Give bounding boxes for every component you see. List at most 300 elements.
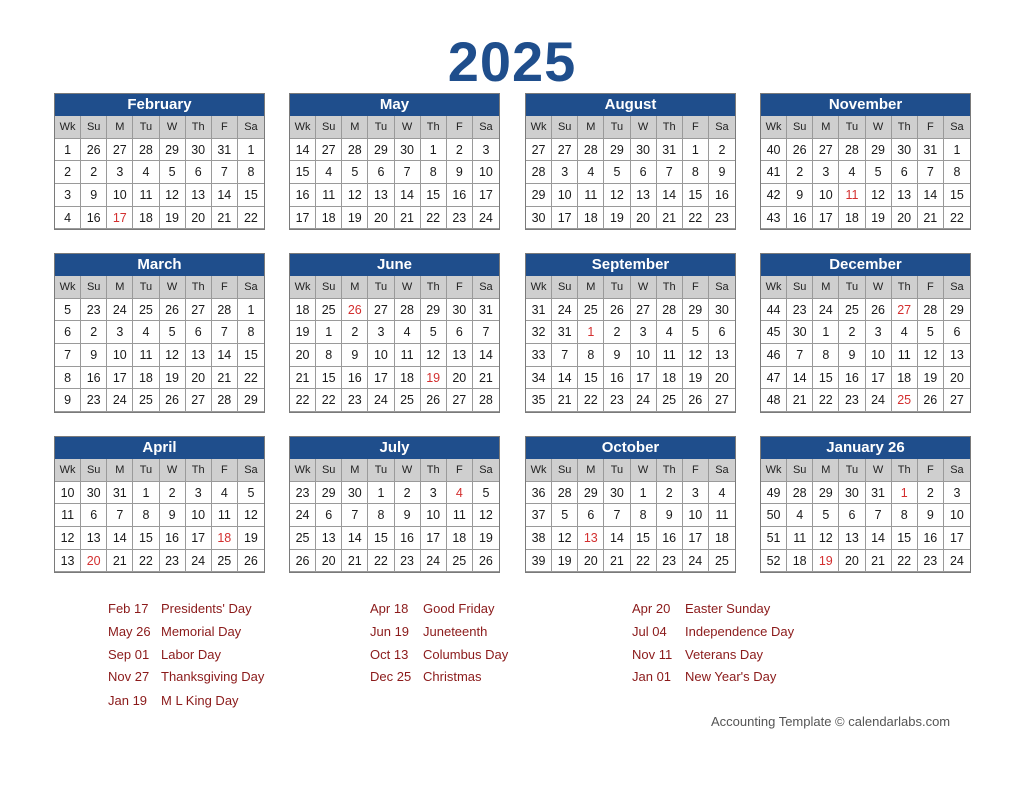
day-cell: 14 [212,184,238,207]
day-cell: 9 [447,161,473,184]
day-cell: 18 [212,527,238,550]
day-cell: 14 [918,184,944,207]
day-cell: 30 [81,482,107,505]
day-header: Sa [709,459,735,482]
day-cell: 13 [81,527,107,550]
day-cell: 20 [709,367,735,390]
day-cell: 19 [866,207,892,230]
day-cell: 5 [552,504,578,527]
day-cell: 29 [944,299,970,322]
month-name: January 26 [761,437,970,459]
day-cell: 13 [368,184,394,207]
day-header: Su [552,116,578,139]
holiday-date: Sep 01 [108,647,150,662]
day-header: M [578,459,604,482]
day-cell: 15 [133,527,159,550]
holiday-entry [370,668,482,686]
day-cell: 3 [944,482,970,505]
holiday-date: Feb 17 [108,601,149,616]
week-number: 4 [55,207,81,230]
day-cell: 24 [473,207,499,230]
day-cell: 17 [813,207,839,230]
month-november [760,93,971,230]
holiday-date: Oct 13 [370,647,409,662]
day-cell: 19 [473,527,499,550]
day-header: Tu [133,459,159,482]
week-number: 41 [761,161,787,184]
month-january-26 [760,436,971,573]
day-cell: 3 [107,161,133,184]
day-cell: 14 [604,527,630,550]
day-cell: 22 [421,207,447,230]
day-cell: 20 [839,550,865,573]
holiday-entry [632,623,794,641]
day-cell: 16 [160,527,186,550]
day-cell: 6 [709,321,735,344]
week-number: 31 [526,299,552,322]
day-cell: 2 [81,321,107,344]
day-cell: 10 [186,504,212,527]
day-cell: 29 [813,482,839,505]
day-cell: 18 [657,367,683,390]
day-cell: 7 [473,321,499,344]
holiday-date: May 26 [108,624,151,639]
week-number: 43 [761,207,787,230]
day-header: Wk [55,276,81,299]
day-cell: 26 [683,389,709,412]
day-cell: 18 [709,527,735,550]
day-cell: 15 [421,184,447,207]
day-cell: 26 [787,139,813,162]
day-cell: 29 [578,482,604,505]
day-cell: 11 [709,504,735,527]
day-header: F [447,276,473,299]
day-cell: 30 [604,482,630,505]
day-cell: 30 [709,299,735,322]
day-cell: 2 [447,139,473,162]
day-header: Tu [368,459,394,482]
day-cell: 27 [709,389,735,412]
day-header: Wk [526,276,552,299]
day-header: W [395,116,421,139]
day-header: Sa [473,116,499,139]
day-cell: 29 [421,299,447,322]
day-cell: 17 [107,367,133,390]
day-cell: 10 [107,344,133,367]
day-cell: 5 [421,321,447,344]
day-header: Th [186,116,212,139]
day-header: F [918,276,944,299]
day-cell: 14 [107,527,133,550]
day-header: F [918,459,944,482]
day-cell: 16 [447,184,473,207]
day-cell: 5 [160,161,186,184]
day-cell: 22 [813,389,839,412]
day-header: Th [657,459,683,482]
day-header: Sa [473,459,499,482]
day-cell: 13 [186,184,212,207]
week-number: 13 [55,550,81,573]
holiday-date: Nov 11 [632,647,673,662]
day-cell: 27 [316,139,342,162]
day-cell: 2 [342,321,368,344]
day-header: Tu [368,276,394,299]
day-cell: 21 [552,389,578,412]
day-cell: 25 [709,550,735,573]
day-cell: 23 [342,389,368,412]
day-cell: 6 [447,321,473,344]
day-cell: 5 [604,161,630,184]
day-cell: 30 [892,139,918,162]
day-cell: 14 [342,527,368,550]
day-cell: 21 [212,207,238,230]
day-cell: 3 [683,482,709,505]
holiday-entry [108,668,264,686]
day-header: Th [421,459,447,482]
day-cell: 27 [813,139,839,162]
day-header: F [447,459,473,482]
day-header: F [683,459,709,482]
day-cell: 13 [839,527,865,550]
holiday-name: Presidents' Day [161,601,252,616]
week-number: 26 [290,550,316,573]
day-cell: 12 [813,527,839,550]
day-cell: 17 [473,184,499,207]
day-cell: 4 [787,504,813,527]
day-cell: 1 [133,482,159,505]
week-number: 18 [290,299,316,322]
day-header: F [212,459,238,482]
day-cell: 28 [918,299,944,322]
day-cell: 1 [683,139,709,162]
day-cell: 16 [657,527,683,550]
day-header: Sa [944,276,970,299]
day-cell: 21 [657,207,683,230]
month-september [525,253,736,413]
holiday-date: Dec 25 [370,669,412,684]
day-cell: 8 [238,321,264,344]
week-number: 22 [290,389,316,412]
day-cell: 15 [238,184,264,207]
day-cell: 9 [81,344,107,367]
day-cell: 20 [81,550,107,573]
day-header: Sa [473,276,499,299]
day-cell: 21 [787,389,813,412]
day-cell: 8 [683,161,709,184]
day-cell: 17 [552,207,578,230]
month-days-grid [290,116,499,229]
holiday-date: Nov 27 [108,669,150,684]
day-cell: 17 [107,207,133,230]
day-cell: 5 [342,161,368,184]
day-header: M [813,459,839,482]
day-header: Sa [944,116,970,139]
day-cell: 28 [578,139,604,162]
day-cell: 19 [813,550,839,573]
day-cell: 27 [368,299,394,322]
day-cell: 6 [631,161,657,184]
day-cell: 21 [866,550,892,573]
holiday-entry [108,646,221,664]
day-cell: 6 [186,321,212,344]
month-days-grid [55,116,264,229]
day-cell: 8 [813,344,839,367]
day-cell: 27 [631,299,657,322]
day-cell: 30 [631,139,657,162]
day-header: Th [892,116,918,139]
day-header: W [395,276,421,299]
day-cell: 26 [160,299,186,322]
day-cell: 3 [107,321,133,344]
day-cell: 18 [787,550,813,573]
day-cell: 6 [81,504,107,527]
day-cell: 24 [866,389,892,412]
day-cell: 16 [709,184,735,207]
day-cell: 8 [316,344,342,367]
day-cell: 13 [447,344,473,367]
day-cell: 15 [238,344,264,367]
day-cell: 31 [552,321,578,344]
week-number: 49 [761,482,787,505]
day-header: Tu [604,116,630,139]
day-cell: 18 [447,527,473,550]
day-cell: 10 [944,504,970,527]
day-cell: 26 [238,550,264,573]
day-cell: 7 [342,504,368,527]
day-cell: 29 [683,299,709,322]
day-cell: 1 [238,139,264,162]
week-number: 45 [761,321,787,344]
day-cell: 21 [212,367,238,390]
month-october [525,436,736,573]
day-cell: 3 [473,139,499,162]
day-header: W [866,116,892,139]
day-cell: 4 [133,161,159,184]
day-cell: 15 [578,367,604,390]
month-may [289,93,500,230]
day-cell: 30 [342,482,368,505]
day-header: Sa [709,116,735,139]
day-cell: 7 [604,504,630,527]
day-cell: 12 [473,504,499,527]
day-cell: 12 [918,344,944,367]
day-cell: 24 [683,550,709,573]
day-cell: 7 [787,344,813,367]
day-header: Tu [133,116,159,139]
week-number: 21 [290,367,316,390]
day-cell: 26 [421,389,447,412]
week-number: 11 [55,504,81,527]
day-cell: 25 [212,550,238,573]
day-cell: 13 [892,184,918,207]
day-cell: 9 [395,504,421,527]
day-header: Th [892,459,918,482]
week-number: 40 [761,139,787,162]
day-cell: 12 [342,184,368,207]
month-days-grid [526,116,735,229]
day-cell: 14 [473,344,499,367]
day-cell: 5 [160,321,186,344]
week-number: 34 [526,367,552,390]
day-cell: 31 [212,139,238,162]
day-cell: 19 [342,207,368,230]
day-cell: 11 [395,344,421,367]
day-cell: 19 [238,527,264,550]
day-cell: 9 [918,504,944,527]
day-cell: 13 [709,344,735,367]
day-cell: 14 [866,527,892,550]
week-number: 20 [290,344,316,367]
day-cell: 24 [107,299,133,322]
day-cell: 19 [160,207,186,230]
day-cell: 4 [133,321,159,344]
day-cell: 2 [918,482,944,505]
day-header: M [342,116,368,139]
month-name: July [290,437,499,459]
day-cell: 19 [604,207,630,230]
day-cell: 27 [944,389,970,412]
day-cell: 16 [395,527,421,550]
day-header: Wk [761,459,787,482]
day-cell: 8 [133,504,159,527]
day-header: M [578,276,604,299]
day-cell: 12 [238,504,264,527]
holiday-date: Apr 18 [370,601,409,616]
week-number: 46 [761,344,787,367]
day-cell: 16 [918,527,944,550]
day-cell: 7 [918,161,944,184]
week-number: 19 [290,321,316,344]
day-cell: 15 [631,527,657,550]
day-cell: 17 [944,527,970,550]
day-cell: 23 [447,207,473,230]
holiday-entry [370,623,487,641]
week-number: 17 [290,207,316,230]
day-header: Th [892,276,918,299]
day-cell: 11 [133,184,159,207]
day-cell: 25 [447,550,473,573]
day-header: Wk [55,116,81,139]
day-cell: 12 [866,184,892,207]
day-cell: 9 [657,504,683,527]
day-cell: 25 [316,299,342,322]
day-cell: 1 [631,482,657,505]
day-cell: 24 [421,550,447,573]
day-cell: 22 [683,207,709,230]
day-cell: 8 [892,504,918,527]
week-number: 12 [55,527,81,550]
day-cell: 23 [709,207,735,230]
month-june [289,253,500,413]
day-cell: 28 [473,389,499,412]
day-cell: 17 [866,367,892,390]
day-cell: 24 [813,299,839,322]
day-header: Wk [290,459,316,482]
day-cell: 3 [421,482,447,505]
day-cell: 16 [787,207,813,230]
day-header: F [212,276,238,299]
day-cell: 4 [839,161,865,184]
month-name: November [761,94,970,116]
day-cell: 31 [107,482,133,505]
week-number: 30 [526,207,552,230]
day-cell: 24 [631,389,657,412]
week-number: 47 [761,367,787,390]
day-header: Wk [761,116,787,139]
day-cell: 6 [186,161,212,184]
day-cell: 4 [316,161,342,184]
day-header: Su [81,116,107,139]
day-cell: 11 [839,184,865,207]
day-cell: 2 [787,161,813,184]
day-cell: 16 [81,207,107,230]
holiday-name: Independence Day [685,624,795,639]
month-name: August [526,94,735,116]
holiday-name: Thanksgiving Day [161,669,265,684]
week-number: 44 [761,299,787,322]
week-number: 1 [55,139,81,162]
day-cell: 22 [578,389,604,412]
week-number: 52 [761,550,787,573]
week-number: 25 [290,527,316,550]
day-cell: 8 [578,344,604,367]
day-cell: 25 [133,389,159,412]
day-cell: 22 [368,550,394,573]
day-cell: 30 [839,482,865,505]
day-cell: 9 [839,344,865,367]
day-cell: 6 [892,161,918,184]
day-header: W [160,116,186,139]
day-cell: 5 [238,482,264,505]
day-header: Sa [238,276,264,299]
week-number: 16 [290,184,316,207]
day-cell: 26 [604,299,630,322]
day-header: Su [316,116,342,139]
holiday-name: Memorial Day [161,624,242,639]
day-cell: 31 [866,482,892,505]
day-cell: 29 [866,139,892,162]
holiday-date: Jan 19 [108,693,148,708]
day-cell: 23 [839,389,865,412]
day-cell: 15 [892,527,918,550]
month-days-grid [55,459,264,572]
day-cell: 21 [342,550,368,573]
day-cell: 11 [787,527,813,550]
day-cell: 28 [133,139,159,162]
day-cell: 27 [892,299,918,322]
day-cell: 15 [944,184,970,207]
day-header: Th [657,276,683,299]
day-cell: 19 [918,367,944,390]
day-header: Th [186,276,212,299]
day-cell: 8 [421,161,447,184]
holiday-name: M L King Day [161,693,239,708]
day-cell: 8 [944,161,970,184]
day-header: Su [316,276,342,299]
holiday-name: Easter Sunday [685,601,771,616]
day-cell: 13 [186,344,212,367]
day-cell: 28 [657,299,683,322]
week-number: 27 [526,139,552,162]
month-march [54,253,265,413]
week-number: 50 [761,504,787,527]
day-header: Su [787,116,813,139]
day-cell: 4 [709,482,735,505]
day-cell: 6 [944,321,970,344]
day-header: Su [787,459,813,482]
day-cell: 4 [447,482,473,505]
day-cell: 31 [473,299,499,322]
